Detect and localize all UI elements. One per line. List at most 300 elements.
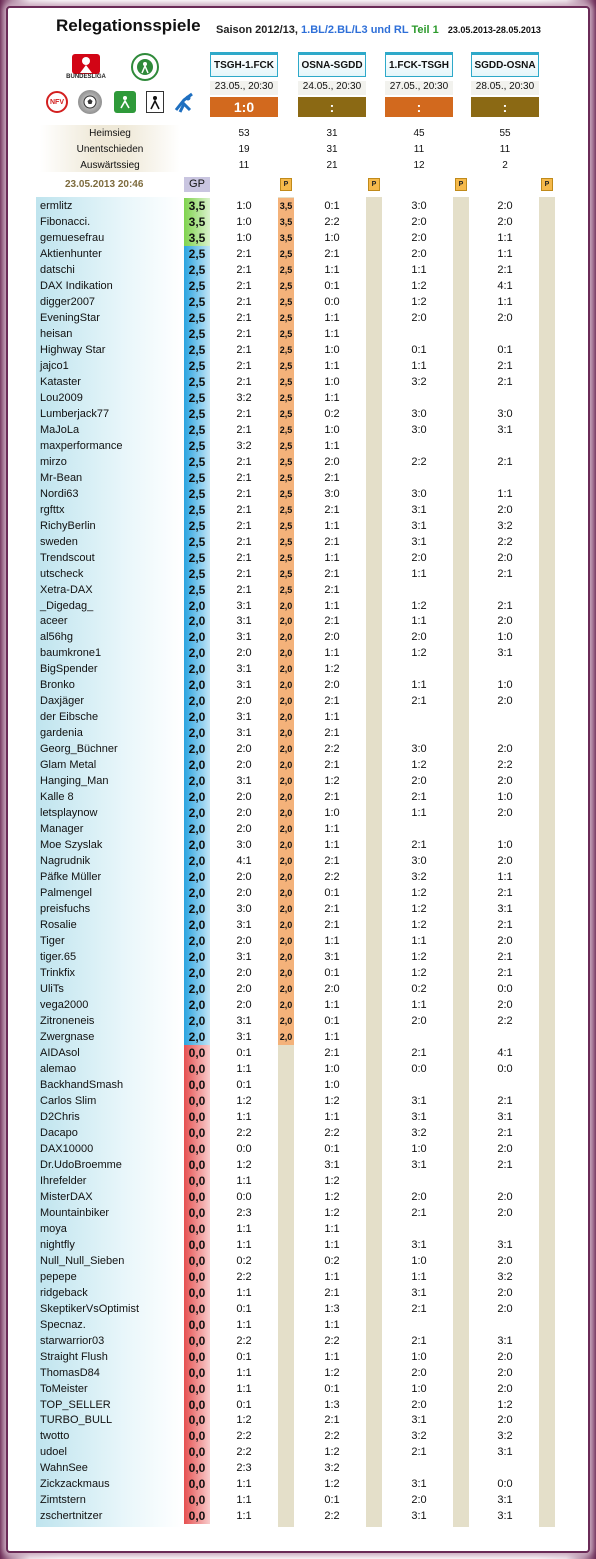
tip-match-4: 2:1	[497, 1126, 513, 1139]
table-row	[0, 1189, 596, 1205]
player-name: EveningStar	[40, 311, 100, 324]
table-row	[0, 677, 596, 693]
points-match-1: 2,5	[278, 294, 294, 310]
tip-match-3: 3:1	[411, 519, 427, 532]
points-match-1	[278, 1061, 294, 1077]
tip-match-2: 2:0	[324, 679, 340, 692]
tip-match-2: 1:2	[324, 1206, 340, 1219]
bundesliga-text: BUNDESLIGA	[66, 74, 106, 80]
points-match-1: 2,0	[278, 885, 294, 901]
player-name: Hanging_Man	[40, 775, 109, 788]
points-match-1	[278, 1077, 294, 1093]
tip-match-3: 2:1	[411, 1206, 427, 1219]
tip-match-3	[385, 821, 453, 837]
bundesliga-logo	[60, 52, 112, 82]
player-name: TOP_SELLER	[40, 1398, 111, 1411]
tip-match-2: 1:1	[324, 999, 340, 1011]
tip-match-1: 1:1	[236, 1110, 252, 1123]
total-points: 2,0	[184, 725, 210, 741]
player-name: udoel	[40, 1446, 67, 1459]
table-row	[0, 214, 596, 230]
tip-match-2: 1:1	[324, 1110, 340, 1123]
tip-match-2: 1:1	[324, 839, 340, 852]
tip-match-4: 1:0	[497, 791, 513, 804]
tip-match-1: 3:1	[236, 727, 252, 740]
tip-match-2: 0:1	[324, 887, 340, 900]
player-name: digger2007	[40, 295, 96, 308]
points-match-1	[278, 1476, 294, 1492]
auswaertssieg-value: 12	[413, 160, 425, 171]
player-name: twotto	[40, 1430, 70, 1443]
total-points: 2,5	[184, 278, 210, 294]
total-points: 0,0	[184, 1460, 210, 1476]
tip-match-4: 2:1	[497, 455, 513, 468]
total-points: 2,5	[184, 502, 210, 518]
tip-match-3: 3:0	[411, 423, 427, 436]
player-name: Kalle 8	[40, 791, 74, 804]
tip-match-1: 2:0	[236, 887, 252, 900]
tip-match-4: 2:0	[497, 1366, 513, 1379]
tip-match-1: 2:1	[236, 519, 252, 532]
tip-match-3: 3:2	[411, 375, 427, 388]
tip-match-3: 2:1	[411, 1446, 427, 1459]
tip-match-1: 2:1	[236, 311, 252, 324]
tip-match-2: 2:1	[324, 1046, 340, 1059]
player-name: zschertnitzer	[40, 1510, 103, 1523]
points-match-1: 2,5	[278, 486, 294, 502]
points-match-1	[278, 1460, 294, 1476]
tip-match-4: 3:1	[497, 1494, 513, 1507]
gp-header: GP	[184, 177, 210, 192]
player-name: alemao	[40, 1062, 77, 1075]
tip-match-1: 0:2	[236, 1254, 252, 1267]
points-match-1	[278, 1333, 294, 1349]
total-points: 2,5	[184, 358, 210, 374]
total-points: 2,0	[184, 837, 210, 853]
tip-match-1: 2:0	[236, 647, 252, 660]
table-row	[0, 1237, 596, 1253]
total-points: 2,0	[184, 949, 210, 965]
table-row	[0, 1061, 596, 1077]
tip-match-3: 2:0	[411, 1190, 427, 1203]
tip-match-1: 2:1	[236, 487, 252, 500]
tip-match-3: 3:0	[411, 487, 427, 500]
points-match-1	[278, 1269, 294, 1285]
nfv-text: NFV	[50, 98, 64, 106]
tip-match-3	[385, 582, 453, 598]
total-points: 2,0	[184, 821, 210, 837]
tip-match-3: 3:2	[411, 1126, 427, 1139]
tip-match-3	[385, 1317, 453, 1333]
points-match-1: 2,5	[278, 438, 294, 454]
tip-match-3: 2:0	[411, 247, 427, 260]
tip-match-2: 2:1	[324, 919, 340, 932]
tip-match-3: 1:2	[411, 919, 427, 932]
tip-match-1: 3:1	[236, 711, 252, 724]
tip-match-2: 1:0	[324, 1062, 340, 1075]
tip-match-4	[471, 821, 539, 837]
points-match-1	[278, 1237, 294, 1253]
table-row	[0, 917, 596, 933]
tip-match-4: 2:2	[497, 535, 513, 548]
table-row	[0, 613, 596, 629]
liga3-logo	[146, 91, 164, 113]
player-name: rgfttx	[40, 503, 65, 516]
tip-match-4: 3:2	[497, 1270, 513, 1283]
total-points: 2,5	[184, 534, 210, 550]
table-row	[0, 1508, 596, 1524]
table-row	[0, 837, 596, 853]
table-row	[0, 1157, 596, 1173]
points-match-1: 2,5	[278, 326, 294, 342]
tip-match-4: 2:1	[497, 919, 513, 932]
tip-match-3: 3:1	[411, 503, 427, 516]
tip-match-4: 2:1	[497, 567, 513, 580]
table-row	[0, 997, 596, 1013]
tip-match-4	[471, 709, 539, 725]
tip-match-1: 2:1	[236, 407, 252, 420]
page-title: Relegationsspiele	[56, 16, 201, 35]
total-points: 0,0	[184, 1077, 210, 1093]
tip-match-1: 2:1	[236, 295, 252, 308]
tip-match-4: 3:1	[497, 423, 513, 436]
player-name: maxperformance	[40, 439, 123, 452]
auswaertssieg-value: 21	[326, 160, 338, 171]
tip-match-2: 3:1	[324, 951, 340, 964]
total-points: 0,0	[184, 1412, 210, 1428]
tip-match-1: 1:2	[236, 1158, 252, 1171]
tip-match-1: 2:0	[236, 983, 252, 996]
player-name: Manager	[40, 823, 84, 836]
tip-match-1: 2:0	[236, 791, 252, 804]
total-points: 2,5	[184, 246, 210, 262]
points-match-1: 2,5	[278, 566, 294, 582]
player-name: ermlitz	[40, 200, 73, 212]
points-match-1: 2,5	[278, 582, 294, 598]
dfb-ball-logo	[131, 53, 159, 81]
tip-match-2: 2:2	[324, 1510, 340, 1523]
total-points: 2,0	[184, 709, 210, 725]
table-row	[0, 438, 596, 454]
heimsieg-value: 31	[326, 128, 338, 139]
player-name: Ihrefelder	[40, 1174, 87, 1187]
tip-match-3: 1:2	[411, 903, 427, 916]
player-name: Straight Flush	[40, 1350, 108, 1363]
tip-match-1: 3:1	[236, 919, 252, 932]
tip-match-1: 2:1	[236, 343, 252, 356]
points-match-1	[278, 1428, 294, 1444]
tip-match-4: 3:1	[497, 647, 513, 660]
tip-match-2: 0:1	[324, 1382, 340, 1395]
total-points: 2,0	[184, 965, 210, 981]
player-name: ToMeister	[40, 1382, 88, 1395]
tip-match-1: 0:0	[236, 1142, 252, 1155]
player-name: Daxjäger	[40, 695, 85, 708]
part-label: Teil 1	[411, 24, 439, 36]
match-name: 1.FCK-TSGH	[385, 52, 453, 77]
tip-match-3: 1:2	[411, 279, 427, 292]
total-points: 2,0	[184, 805, 210, 821]
tip-match-2: 0:1	[324, 1494, 340, 1507]
player-name: Zimtstern	[40, 1494, 86, 1507]
tip-match-2: 1:1	[324, 551, 340, 564]
tip-match-3: 2:0	[411, 551, 427, 564]
tip-match-4	[471, 725, 539, 741]
tip-match-2: 2:1	[324, 759, 340, 772]
heimsieg-value: 53	[238, 128, 250, 139]
table-row	[0, 1381, 596, 1397]
tip-match-4: 1:1	[497, 247, 513, 260]
tip-match-3: 1:0	[411, 1142, 427, 1155]
tip-match-3	[385, 1077, 453, 1093]
tip-match-3: 3:1	[411, 1414, 427, 1427]
tip-match-3: 3:1	[411, 1158, 427, 1171]
player-name: aceer	[40, 615, 68, 628]
total-points: 3,5	[184, 230, 210, 246]
tip-match-3: 2:0	[411, 311, 427, 324]
table-row	[0, 566, 596, 582]
total-points: 2,0	[184, 917, 210, 933]
tip-match-2: 1:1	[324, 935, 340, 948]
tip-match-1: 2:1	[236, 583, 252, 596]
tip-match-2: 1:1	[324, 711, 340, 724]
tip-match-2: 1:1	[324, 311, 340, 324]
unentschieden-value: 19	[238, 144, 250, 155]
tip-match-2: 0:1	[324, 967, 340, 980]
tip-match-2: 1:1	[324, 327, 340, 340]
tip-match-4: 3:1	[497, 1110, 513, 1123]
player-name: heisan	[40, 327, 73, 340]
table-row	[0, 1397, 596, 1413]
tip-match-3: 2:1	[411, 839, 427, 852]
match-score: :	[385, 97, 453, 117]
points-match-1: 2,0	[278, 853, 294, 869]
points-match-1: 2,0	[278, 709, 294, 725]
tip-match-2: 1:3	[324, 1302, 340, 1315]
table-row	[0, 773, 596, 789]
tip-match-3: 1:1	[411, 935, 427, 948]
points-match-1: 2,5	[278, 502, 294, 518]
tip-match-2: 1:2	[324, 775, 340, 788]
player-name: utscheck	[40, 567, 84, 580]
table-row	[0, 693, 596, 709]
tip-match-3: 1:1	[411, 615, 427, 628]
tip-match-2: 2:2	[324, 1430, 340, 1443]
table-row	[0, 1125, 596, 1141]
tip-match-1: 3:0	[236, 839, 252, 852]
total-points: 2,0	[184, 869, 210, 885]
points-match-1	[278, 1397, 294, 1413]
total-points: 0,0	[184, 1285, 210, 1301]
tip-match-2: 1:2	[324, 1190, 340, 1203]
tip-match-3	[385, 390, 453, 406]
tip-match-1: 2:2	[236, 1430, 252, 1443]
player-name: Nagrudnik	[40, 855, 91, 868]
tip-match-2: 1:0	[324, 807, 340, 820]
tip-match-2: 1:2	[324, 1366, 340, 1379]
tip-match-3	[385, 661, 453, 677]
points-match-1: 2,0	[278, 805, 294, 821]
tip-match-2: 1:1	[324, 1318, 340, 1331]
points-match-1: 2,0	[278, 933, 294, 949]
dfb-figure-icon	[172, 90, 196, 114]
tip-match-2: 3:1	[324, 1158, 340, 1171]
tip-match-3: 1:2	[411, 599, 427, 612]
tip-match-4: 3:2	[497, 1430, 513, 1443]
tip-match-4: 2:2	[497, 759, 513, 772]
tip-match-4: 2:0	[497, 1142, 513, 1155]
tip-match-2: 2:1	[324, 1286, 340, 1299]
tip-match-3: 3:1	[411, 1238, 427, 1251]
tip-match-2: 0:1	[324, 200, 340, 212]
points-match-1	[278, 1189, 294, 1205]
points-match-1: 2,0	[278, 1013, 294, 1029]
tip-match-1: 1:1	[236, 1222, 252, 1235]
match-name: SGDD-OSNA	[471, 52, 539, 77]
player-name: UliTs	[40, 983, 64, 996]
tip-match-1: 0:1	[236, 1350, 252, 1363]
points-match-1	[278, 1125, 294, 1141]
table-row	[0, 1301, 596, 1317]
table-row	[0, 310, 596, 326]
tip-match-3: 2:1	[411, 791, 427, 804]
total-points: 3,5	[184, 198, 210, 214]
total-points: 2,5	[184, 326, 210, 342]
tip-match-3: 3:2	[411, 1430, 427, 1443]
tip-match-3: 1:1	[411, 359, 427, 372]
tip-match-2: 2:1	[324, 695, 340, 708]
table-row	[0, 821, 596, 837]
tip-match-1: 1:1	[236, 1238, 252, 1251]
tip-match-2: 1:2	[324, 1446, 340, 1459]
tip-match-2: 2:1	[324, 615, 340, 628]
table-row	[0, 1285, 596, 1301]
table-row	[0, 502, 596, 518]
table-row	[0, 278, 596, 294]
points-match-1	[278, 1045, 294, 1061]
tip-match-1: 3:1	[236, 599, 252, 612]
points-match-1: 2,0	[278, 837, 294, 853]
tip-match-3: 1:1	[411, 1270, 427, 1283]
tip-match-2: 0:1	[324, 279, 340, 292]
auswaertssieg-value: 2	[502, 160, 508, 171]
tip-match-1: 0:1	[236, 1302, 252, 1315]
points-match-1: 2,5	[278, 342, 294, 358]
total-points: 2,5	[184, 550, 210, 566]
tip-match-4	[471, 1460, 539, 1476]
tip-match-1: 3:1	[236, 615, 252, 628]
tip-match-1: 2:3	[236, 1206, 252, 1219]
timestamp: 23.05.2013 20:46	[65, 179, 144, 190]
total-points: 0,0	[184, 1173, 210, 1189]
tip-match-1: 1:1	[236, 1494, 252, 1507]
tip-match-3: 2:0	[411, 1014, 427, 1027]
total-points: 0,0	[184, 1157, 210, 1173]
total-points: 2,0	[184, 789, 210, 805]
tip-match-1: 2:0	[236, 695, 252, 708]
table-row	[0, 1029, 596, 1045]
tip-match-4: 2:1	[497, 967, 513, 980]
player-name: WahnSee	[40, 1462, 88, 1475]
total-points: 0,0	[184, 1349, 210, 1365]
tip-match-3	[385, 1460, 453, 1476]
player-name: gemuesefrau	[40, 231, 105, 244]
tip-match-4	[471, 1077, 539, 1093]
match-date: 24.05., 20:30	[298, 81, 366, 95]
total-points: 2,5	[184, 582, 210, 598]
match-score: 1:0	[210, 97, 278, 117]
tip-match-4: 2:0	[497, 1382, 513, 1395]
tip-match-3: 1:1	[411, 679, 427, 692]
tip-match-4: 0:0	[497, 983, 513, 996]
table-row	[0, 470, 596, 486]
points-match-1: 2,0	[278, 981, 294, 997]
points-match-1: 2,0	[278, 725, 294, 741]
table-row	[0, 789, 596, 805]
total-points: 2,0	[184, 757, 210, 773]
table-row	[0, 1109, 596, 1125]
tip-match-3: 1:0	[411, 1350, 427, 1363]
table-row	[0, 1013, 596, 1029]
tip-match-2: 2:1	[324, 247, 340, 260]
points-match-1: 2,0	[278, 661, 294, 677]
player-name: letsplaynow	[40, 807, 98, 820]
tip-match-4: 2:1	[497, 359, 513, 372]
tip-match-3: 0:2	[411, 983, 427, 996]
total-points: 0,0	[184, 1301, 210, 1317]
tip-match-4	[471, 438, 539, 454]
player-name: Glam Metal	[40, 759, 97, 772]
table-row	[0, 1269, 596, 1285]
tip-match-4: 2:0	[497, 1414, 513, 1427]
tip-match-4: 3:1	[497, 1510, 513, 1523]
tip-match-4	[471, 390, 539, 406]
tip-match-1: 2:3	[236, 1462, 252, 1475]
tip-match-1: 3:1	[236, 775, 252, 788]
tip-match-3: 3:0	[411, 855, 427, 868]
points-match-1: 2,0	[278, 1029, 294, 1045]
tip-match-3: 1:2	[411, 759, 427, 772]
tip-match-2: 1:1	[324, 1238, 340, 1251]
tip-match-3: 2:0	[411, 1494, 427, 1507]
tip-match-1: 3:1	[236, 663, 252, 676]
player-name: ridgeback	[40, 1286, 88, 1299]
points-match-1: 2,0	[278, 598, 294, 614]
heimsieg-value: 45	[413, 128, 425, 139]
tip-match-4: 3:1	[497, 1238, 513, 1251]
tip-match-1: 2:1	[236, 551, 252, 564]
player-name: nightfly	[40, 1238, 75, 1251]
tip-match-3	[385, 1221, 453, 1237]
points-match-1: 2,0	[278, 949, 294, 965]
tip-match-2: 1:2	[324, 1478, 340, 1491]
tip-match-2: 1:0	[324, 343, 340, 356]
table-row	[0, 629, 596, 645]
player-name: jajco1	[40, 359, 69, 372]
player-icon	[136, 58, 154, 76]
tip-match-4: 3:2	[497, 519, 513, 532]
points-match-1: 2,5	[278, 550, 294, 566]
total-points: 0,0	[184, 1444, 210, 1460]
points-match-1: 2,5	[278, 262, 294, 278]
match-date: 23.05., 20:30	[210, 81, 278, 95]
tip-match-3: 3:1	[411, 1286, 427, 1299]
match-date: 28.05., 20:30	[471, 81, 539, 95]
tip-match-2: 1:3	[324, 1398, 340, 1411]
tip-match-4: 2:0	[497, 1206, 513, 1219]
tip-match-2: 1:1	[324, 263, 340, 276]
total-points: 2,0	[184, 661, 210, 677]
